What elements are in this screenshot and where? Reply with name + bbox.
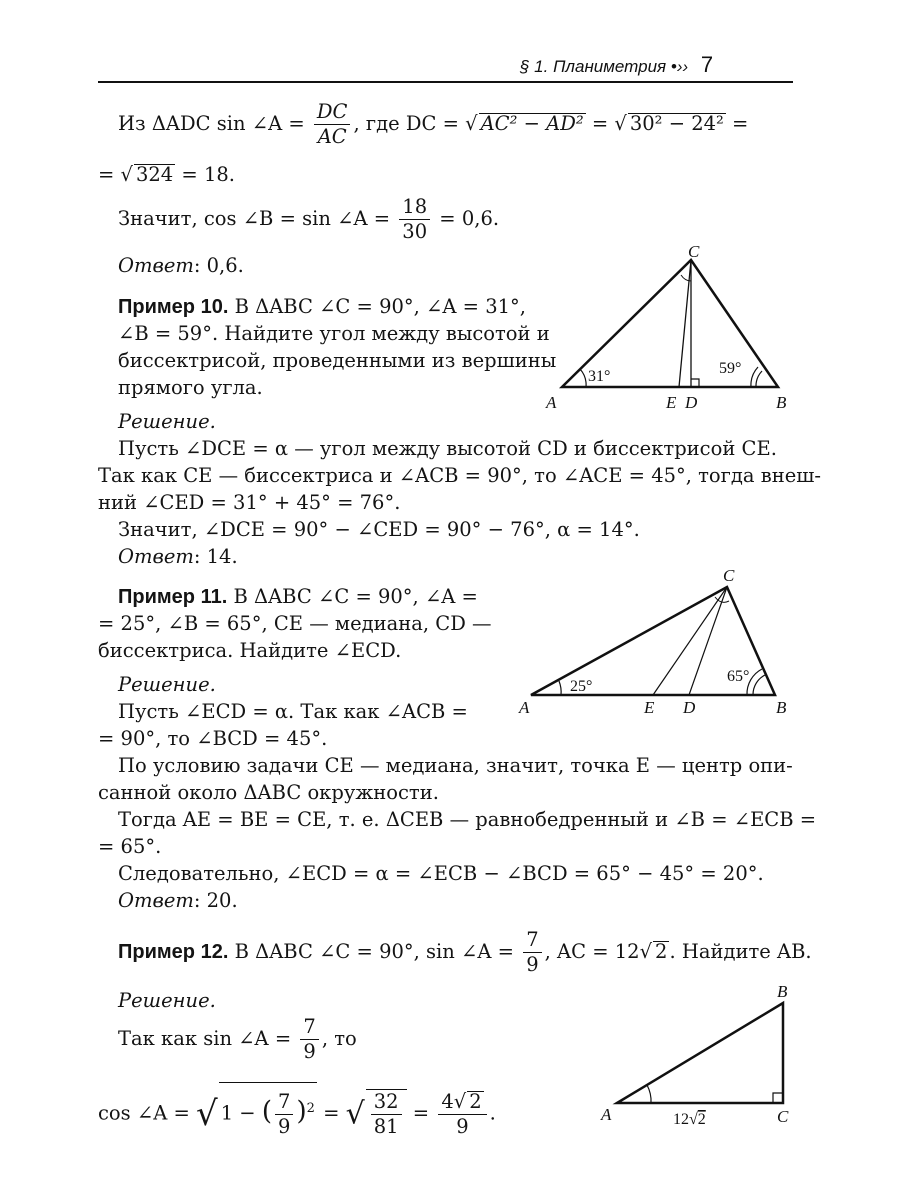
fraction: $\frac{7}{9}$ [523, 928, 541, 977]
angle-b-value: 59° [719, 360, 742, 377]
prev-answer: Ответ: 0,6. [118, 254, 244, 277]
ex10-sol-1: Пусть ∠DCE = α — угол между высотой CD и биссектрисой CE. [118, 437, 777, 460]
median-ce [653, 587, 727, 695]
ex11-sol-3: По условию задачи CE — медиана, значит, точка E — центр опи- [118, 754, 793, 777]
ex11-line-2: = 25°, ∠B = 65°, CE — медиана, CD — [98, 612, 492, 635]
fraction: $\frac{DC}{AC}$ [314, 100, 351, 149]
triangle-abc [617, 1003, 783, 1103]
label-a: A [546, 393, 557, 412]
ex10-triangle-figure [540, 245, 800, 415]
ex12-triangle-figure [595, 975, 805, 1135]
ex10-title: Пример 10. [118, 296, 229, 318]
running-header [520, 52, 713, 78]
label-b: B [776, 393, 787, 412]
header-rule [98, 81, 793, 83]
label-c: C [777, 1107, 789, 1126]
section-title: § 1. Планиметрия [520, 57, 667, 76]
ex11-answer: Ответ: 20. [118, 889, 238, 912]
ex10-line-1: Пример 10. В ΔABC ∠C = 90°, ∠A = 31°, [118, 295, 526, 318]
side-ac-label: 12√2 [673, 1111, 706, 1128]
ex11-line-1: Пример 11. В ΔABC ∠C = 90°, ∠A = [118, 585, 478, 608]
angle-arc-a [580, 369, 586, 387]
prev-line-2: = √ 324 = 18. [98, 163, 235, 186]
label-a: A [519, 698, 530, 717]
angle-a-value: 25° [570, 678, 593, 695]
ex10-line-3: биссектрисой, проведенными из вершины [118, 349, 557, 372]
angle-arc-b [753, 675, 765, 695]
ex12-cos-formula: cos ∠A = √ 1 − ( $\frac{7}{9}$ )$^2$ = √ $\frac{32}{81}$ = $\frac{4√ 2}{9}$ . [98, 1082, 496, 1140]
ex10-answer: Ответ: 14. [118, 545, 238, 568]
ex10-sol-2: Так как CE — биссектриса и ∠ACB = 90°, то ∠ACE = 45°, тогда внеш- [98, 464, 821, 487]
ex11-sol-1: Пусть ∠ECD = α. Так как ∠ACB = [118, 700, 468, 723]
ex11-sol-6: = 65°. [98, 835, 162, 858]
ex10-sol-3: ний ∠CED = 31° + 45° = 76°. [98, 491, 401, 514]
angle-arc-b2 [751, 367, 758, 387]
label-d: D [685, 393, 698, 412]
fraction: $\frac{7}{9}$ [300, 1015, 318, 1064]
ex10-solution-label: Решение. [118, 410, 216, 433]
angle-arc-a [647, 1085, 651, 1103]
right-angle-mark [773, 1093, 783, 1103]
page-number: 7 [700, 52, 714, 77]
angle-a-value: 31° [588, 368, 611, 385]
angle-arc-b [756, 371, 762, 387]
ex11-sol-2: = 90°, то ∠BCD = 45°. [98, 727, 328, 750]
ex11-sol-7: Следовательно, ∠ECD = α = ∠ECB − ∠BCD = 65° − 45° = 20°. [118, 862, 764, 885]
ex10-sol-4: Значит, ∠DCE = 90° − ∠CED = 90° − 76°, α = 14°. [118, 518, 640, 541]
ex12-line-1: Пример 12. В ΔABC ∠C = 90°, sin ∠A = $\frac{7}{9}$ , AC = 12√ 2 . Найдите AB. [118, 928, 812, 976]
ex10-line-2: ∠B = 59°. Найдите угол между высотой и [118, 322, 550, 345]
ex12-sol-1: Так как sin ∠A = $\frac{7}{9}$ , то [118, 1015, 357, 1063]
prev-line-3: Значит, cos ∠B = sin ∠A = $\frac{18}{30}$ = 0,6. [118, 195, 500, 243]
ex11-sol-4: санной около ΔABC окружности. [98, 781, 439, 804]
label-e: E [644, 698, 655, 717]
ex10-line-4: прямого угла. [118, 376, 263, 399]
label-c: C [723, 566, 735, 585]
header-marker: •›› [670, 57, 689, 76]
label-d: D [683, 698, 696, 717]
label-b: B [777, 982, 788, 1001]
ex11-title: Пример 11. [118, 586, 228, 608]
ex12-title: Пример 12. [118, 941, 229, 963]
ex11-solution-label: Решение. [118, 673, 216, 696]
angle-arc-a [559, 681, 561, 695]
label-a: A [601, 1105, 612, 1124]
angle-b-value: 65° [727, 668, 750, 685]
ex12-solution-label: Решение. [118, 989, 216, 1012]
label-c: C [688, 245, 700, 261]
bisector-cd [689, 587, 727, 695]
label-b: B [776, 698, 787, 717]
ex11-line-3: биссектриса. Найдите ∠ECD. [98, 639, 402, 662]
ex11-sol-5: Тогда AE = BE = CE, т. е. ΔCEB — равнобедренный и ∠B = ∠ECB = [118, 808, 817, 831]
prev-line-1: Из ΔADC sin ∠A = $\frac{DC}{AC}$ , где DC = √ AC² − AD² = √ 30² − 24² = [118, 100, 749, 148]
label-e: E [666, 393, 677, 412]
ex11-triangle-figure [515, 565, 795, 720]
fraction: $\frac{18}{30}$ [399, 195, 430, 244]
